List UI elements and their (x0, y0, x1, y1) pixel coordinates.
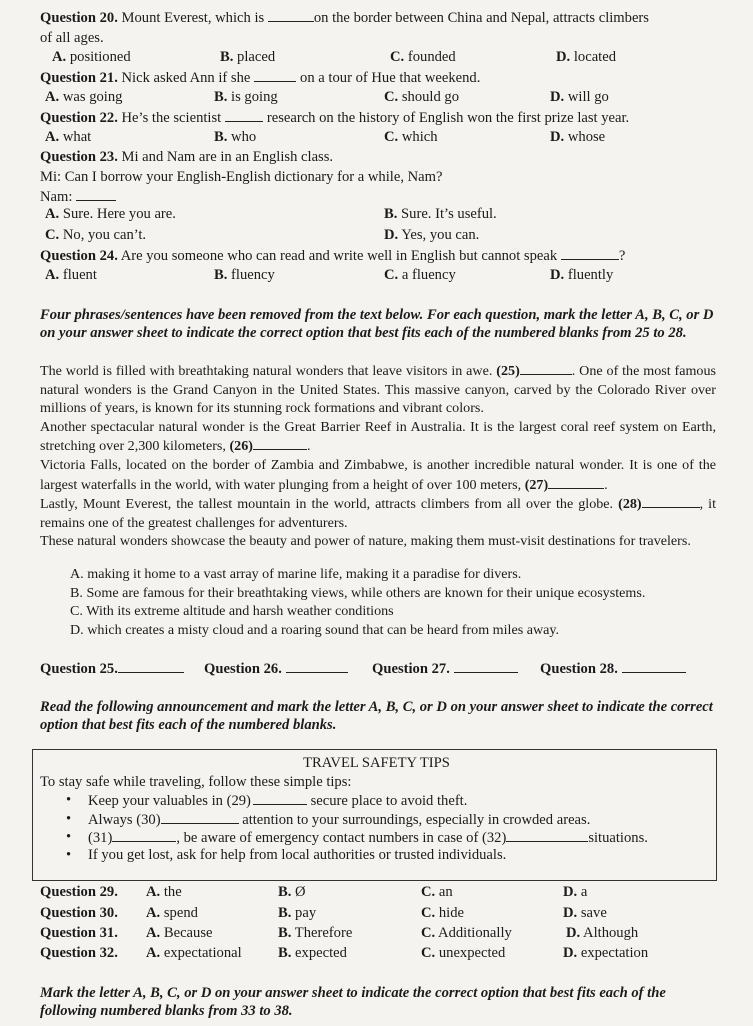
blank (76, 187, 116, 201)
q20-option-c: C. founded (390, 49, 456, 65)
q31-option-b: B. Therefore (278, 925, 353, 941)
blank (642, 494, 700, 508)
tip-2: • Always (30) attention to your surroundings, especially in crowded areas. (88, 810, 590, 829)
q30-option-a: A. spend (146, 905, 198, 921)
passage-paragraph-1: The world is filled with breathtaking natural wonders that leave visitors in awe. (25) . One of the most famous natural wonders is the Grand Canyon in the United States. This massive canyon, carved by the Colorado River over millions of years, is known for its stunning rock formations and vibrant colors. (40, 363, 717, 417)
question-21: Question 21. Nick asked Ann if she on a tour of Hue that weekend. (40, 70, 481, 86)
question-20: Question 20. Mount Everest, which is on the border between China and Nepal, attracts climbers (40, 10, 649, 26)
q23-option-c: C. No, you can’t. (45, 227, 147, 243)
q24-option-b: B. fluency (214, 267, 275, 283)
q24-option-c: C. a fluency (384, 267, 456, 283)
question-24: Question 24. Are you someone who can read and write well in English but cannot speak ? (40, 248, 626, 264)
q22-option-c: C. which (384, 129, 438, 145)
q32-option-a: A. expectational (146, 945, 242, 961)
instruction-25-28: Four phrases/sentences have been removed from the text below. For each question, mark the letter A, B, C, or D on your answer sheet to indicate the correct option that best fits each of the numbered blanks from 25 to 28. (40, 307, 714, 341)
announcement-intro: To stay safe while traveling, follow these simple tips: (40, 774, 352, 790)
q23-option-a: A. Sure. Here you are. (45, 206, 176, 222)
reading-passage (40, 361, 716, 551)
question-23: Question 23. Mi and Nam are in an English class. (40, 149, 334, 165)
passage-paragraph-4: Lastly, Mount Everest, the tallest mountain in the world, attracts climbers from all over the globe. (28) , it remains one of the greatest challenges for adventurers. (40, 496, 716, 531)
choice-d: D. which creates a misty cloud and a roaring sound that can be heard from miles away. (70, 622, 560, 638)
q31-option-d: D. Although (566, 925, 639, 941)
blank (118, 659, 184, 673)
passage-paragraph-3: Victoria Falls, located on the border of Zambia and Zimbabwe, is another incredible natural wonder. It is one of the largest waterfalls in the world, with water plunging from a height of over 100 meters, (27) . (40, 456, 716, 493)
q29-option-b: B. Ø (278, 884, 306, 900)
answer-slot-26: Question 26. (204, 659, 348, 678)
q31-option-c: C. Additionally (421, 925, 512, 941)
q32-option-d: D. expectation (563, 945, 649, 961)
q21-option-a: A. was going (45, 89, 123, 105)
blank (253, 436, 307, 450)
q21-option-d: D. will go (550, 89, 609, 105)
q32-option-c: C. unexpected (421, 945, 506, 961)
blank (454, 659, 518, 673)
q30-option-b: B. pay (278, 905, 317, 921)
q30-option-d: D. save (563, 905, 607, 921)
q23-option-d: D. Yes, you can. (384, 227, 480, 243)
q29-label: Question 29. (40, 884, 118, 900)
q24-option-a: A. fluent (45, 267, 97, 283)
blank (622, 659, 686, 673)
q21-option-c: C. should go (384, 89, 460, 105)
q32-label: Question 32. (40, 945, 118, 961)
blank (520, 361, 572, 375)
tip-1: • Keep your valuables in (29) secure place to avoid theft. (88, 791, 467, 810)
q29-option-c: C. an (421, 884, 453, 900)
tip-4: • If you get lost, ask for help from local authorities or trusted individuals. (88, 846, 506, 864)
instruction-announcement: Read the following announcement and mark the letter A, B, C, or D on your answer sheet to indicate the correct option that best fits each of the numbered blanks. (40, 699, 713, 733)
choice-a: A. making it home to a vast array of marine life, making it a paradise for divers. (70, 566, 522, 582)
q29-option-a: A. the (146, 884, 182, 900)
blank (253, 791, 307, 805)
q22-option-b: B. who (214, 129, 257, 145)
answer-slot-28: Question 28. (540, 659, 686, 678)
choice-b: B. Some are famous for their breathtaking views, while others are known for their unique ecosystems. (70, 585, 646, 601)
q32-option-b: B. expected (278, 945, 347, 961)
q21-option-b: B. is going (214, 89, 278, 105)
q20-option-d: D. located (556, 49, 616, 65)
question-22: Question 22. He’s the scientist research on the history of English won the first prize last year. (40, 110, 630, 126)
blank (112, 828, 176, 842)
blank (268, 8, 314, 22)
q31-option-a: A. Because (146, 925, 213, 941)
q30-option-c: C. hide (421, 905, 464, 921)
q24-option-d: D. fluently (550, 267, 614, 283)
question-20-stem-cont: of all ages. (40, 30, 104, 46)
q23-option-b: B. Sure. It’s useful. (384, 206, 497, 222)
blank (561, 246, 619, 260)
q20-option-a: A. positioned (52, 49, 131, 65)
instruction-33-38: Mark the letter A, B, C, or D on your answer sheet to indicate the correct option that best fits each of the following numbered blanks from 33 to 38. (40, 985, 666, 1019)
q22-option-a: A. what (45, 129, 92, 145)
q20-option-b: B. placed (220, 49, 276, 65)
q30-label: Question 30. (40, 905, 118, 921)
announcement-title: TRAVEL SAFETY TIPS (303, 755, 450, 771)
blank (254, 68, 296, 82)
blank (225, 108, 263, 122)
blank (506, 828, 588, 842)
blank (161, 810, 239, 824)
q23-dialogue-nam: Nam: (40, 187, 116, 206)
q29-option-d: D. a (563, 884, 588, 900)
passage-paragraph-2: Another spectacular natural wonder is the Great Barrier Reef in Australia. It is the largest coral reef system on Earth, stretching over 2,300 kilometers, (26) . (40, 418, 716, 455)
answer-slot-25: Question 25. (40, 659, 184, 678)
q31-label: Question 31. (40, 925, 118, 941)
blank (548, 475, 604, 489)
blank (286, 659, 348, 673)
q23-dialogue-mi: Mi: Can I borrow your English-English dictionary for a while, Nam? (40, 169, 443, 185)
tip-3: • (31) , be aware of emergency contact numbers in case of (32) situations. (88, 828, 648, 847)
q22-option-d: D. whose (550, 129, 606, 145)
passage-paragraph-5: These natural wonders showcase the beauty and power of nature, making them must-visit destinations for travelers. (40, 533, 691, 550)
answer-slot-27: Question 27. (372, 659, 518, 678)
choice-c: C. With its extreme altitude and harsh weather conditions (70, 603, 394, 619)
